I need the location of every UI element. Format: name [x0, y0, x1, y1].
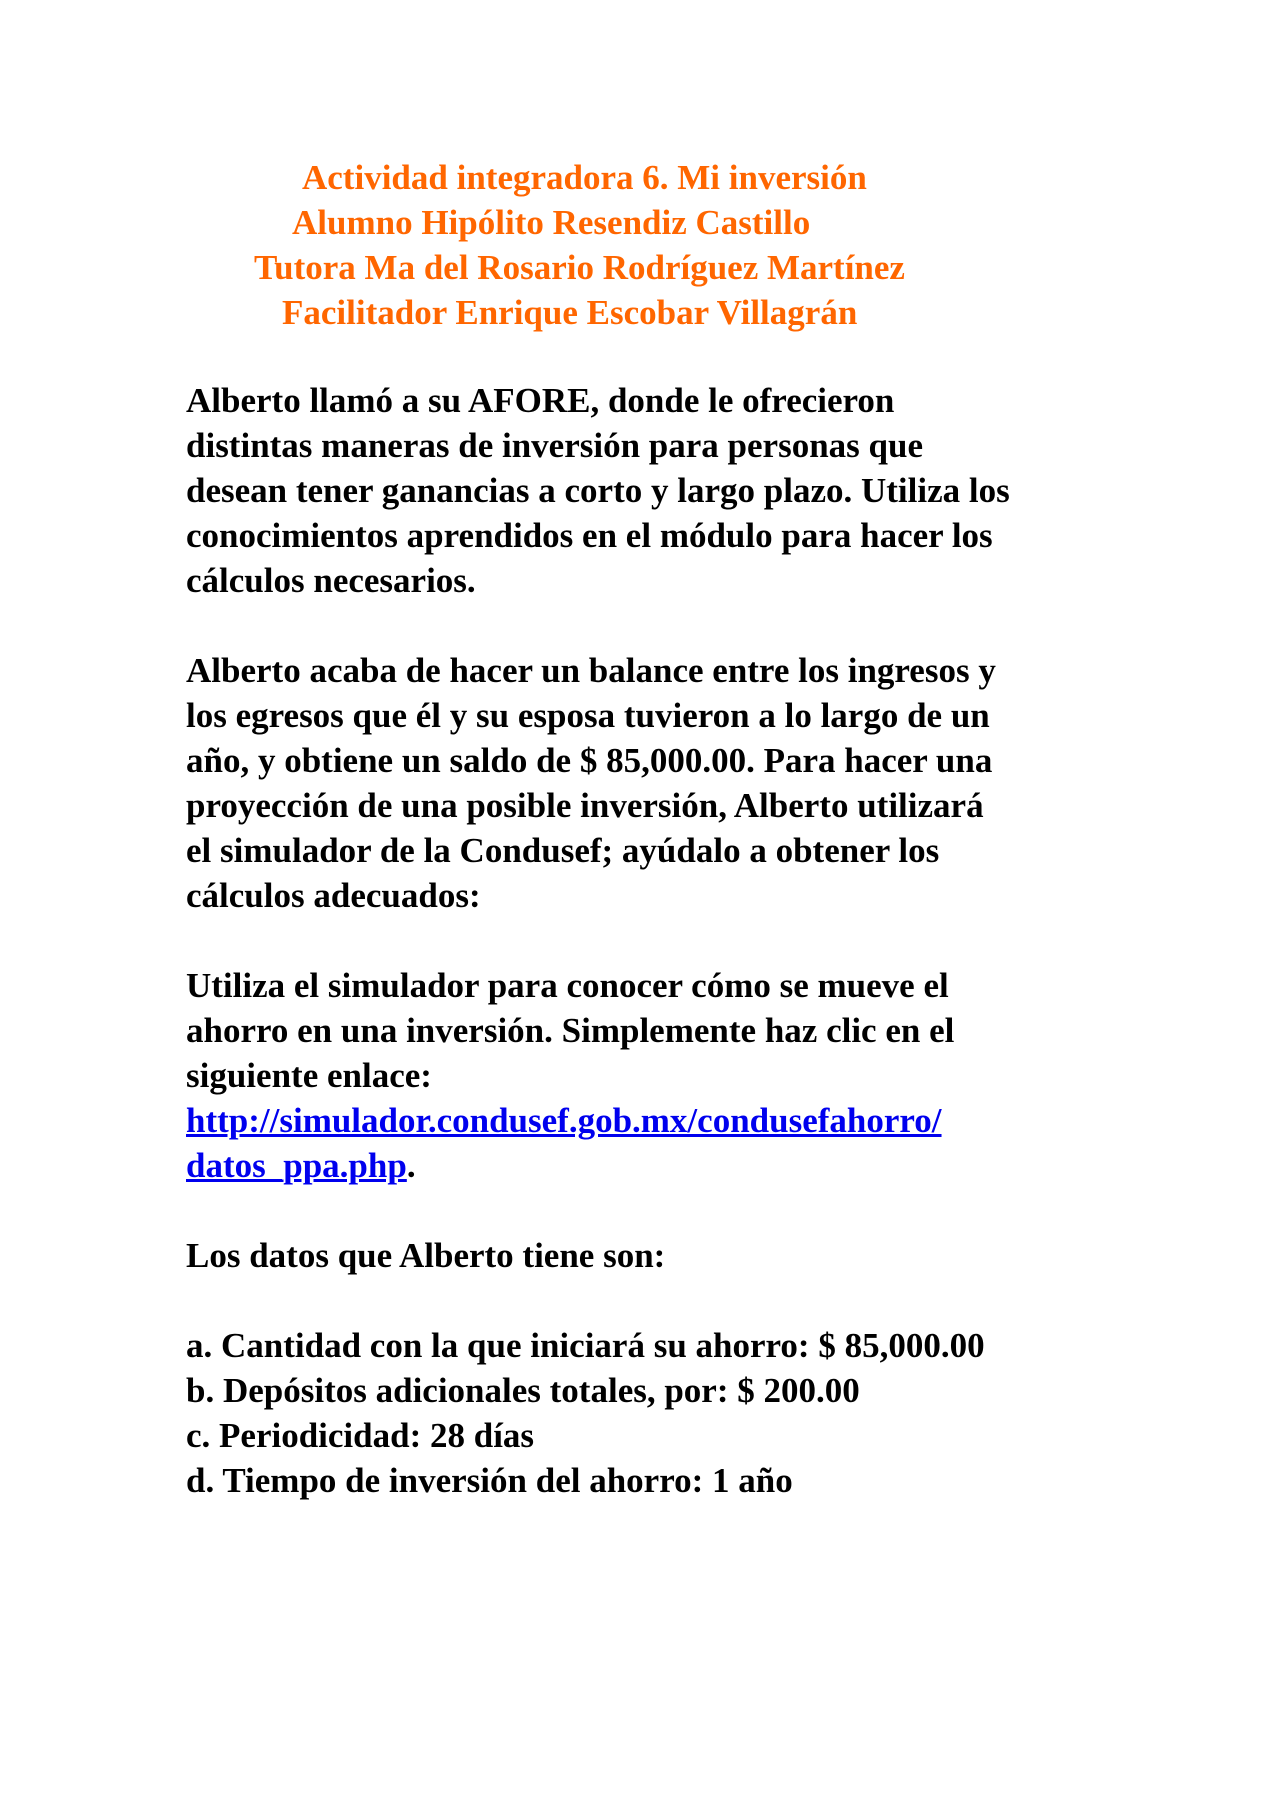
paragraph-line: cálculos necesarios.: [186, 561, 476, 600]
paragraph-line: siguiente enlace:: [186, 1056, 432, 1095]
paragraph-line: conocimientos aprendidos en el módulo para hacer los: [186, 516, 993, 555]
paragraph-data-intro: [186, 1233, 1126, 1278]
paragraph-line: desean tener ganancias a corto y largo plazo. Utiliza los: [186, 471, 1010, 510]
student-name: Alumno Hipólito Resendiz Castillo: [292, 203, 811, 242]
tutor-name: Tutora Ma del Rosario Rodríguez Martínez: [254, 248, 905, 287]
paragraph-line: el simulador de la Condusef; ayúdalo a obtener los: [186, 831, 940, 870]
paragraph-line: distintas maneras de inversión para personas que: [186, 426, 924, 465]
paragraph-line: Utiliza el simulador para conocer cómo se mueve el: [186, 966, 949, 1005]
paragraph-afore: [186, 378, 1126, 603]
paragraph-line: los egresos que él y su esposa tuvieron a lo largo de un: [186, 696, 990, 735]
paragraph-line: Los datos que Alberto tiene son:: [186, 1236, 666, 1275]
activity-title: Actividad integradora 6. Mi inversión: [302, 158, 867, 197]
document-body: [186, 378, 1126, 1548]
data-list: [186, 1323, 1126, 1503]
facilitator-name: Facilitador Enrique Escobar Villagrán: [282, 293, 858, 332]
paragraph-simulator: [186, 963, 1126, 1188]
link-period: .: [406, 1146, 416, 1185]
paragraph-line: ahorro en una inversión. Simplemente haz clic en el: [186, 1011, 955, 1050]
paragraph-line: proyección de una posible inversión, Alberto utilizará: [186, 786, 984, 825]
link-line: [186, 1098, 1126, 1143]
paragraph-line: año, y obtiene un saldo de $ 85,000.00. Para hacer una: [186, 741, 993, 780]
simulator-link[interactable]: http://simulador.condusef.gob.mx/condusefahorro/: [186, 1101, 942, 1140]
paragraph-balance: [186, 648, 1126, 918]
paragraph-line: Alberto llamó a su AFORE, donde le ofrecieron: [186, 381, 895, 420]
paragraph-line: Alberto acaba de hacer un balance entre los ingresos y: [186, 651, 996, 690]
list-item: d. Tiempo de inversión del ahorro: 1 año: [186, 1461, 793, 1500]
list-item: b. Depósitos adicionales totales, por: $ 200.00: [186, 1371, 860, 1410]
link-line: [186, 1143, 1126, 1188]
paragraph-line: cálculos adecuados:: [186, 876, 481, 915]
document-header: [0, 155, 1280, 335]
simulator-link-continued[interactable]: datos_ppa.php: [186, 1146, 407, 1185]
list-item: c. Periodicidad: 28 días: [186, 1416, 535, 1455]
list-item: a. Cantidad con la que iniciará su ahorro: $ 85,000.00: [186, 1326, 985, 1365]
